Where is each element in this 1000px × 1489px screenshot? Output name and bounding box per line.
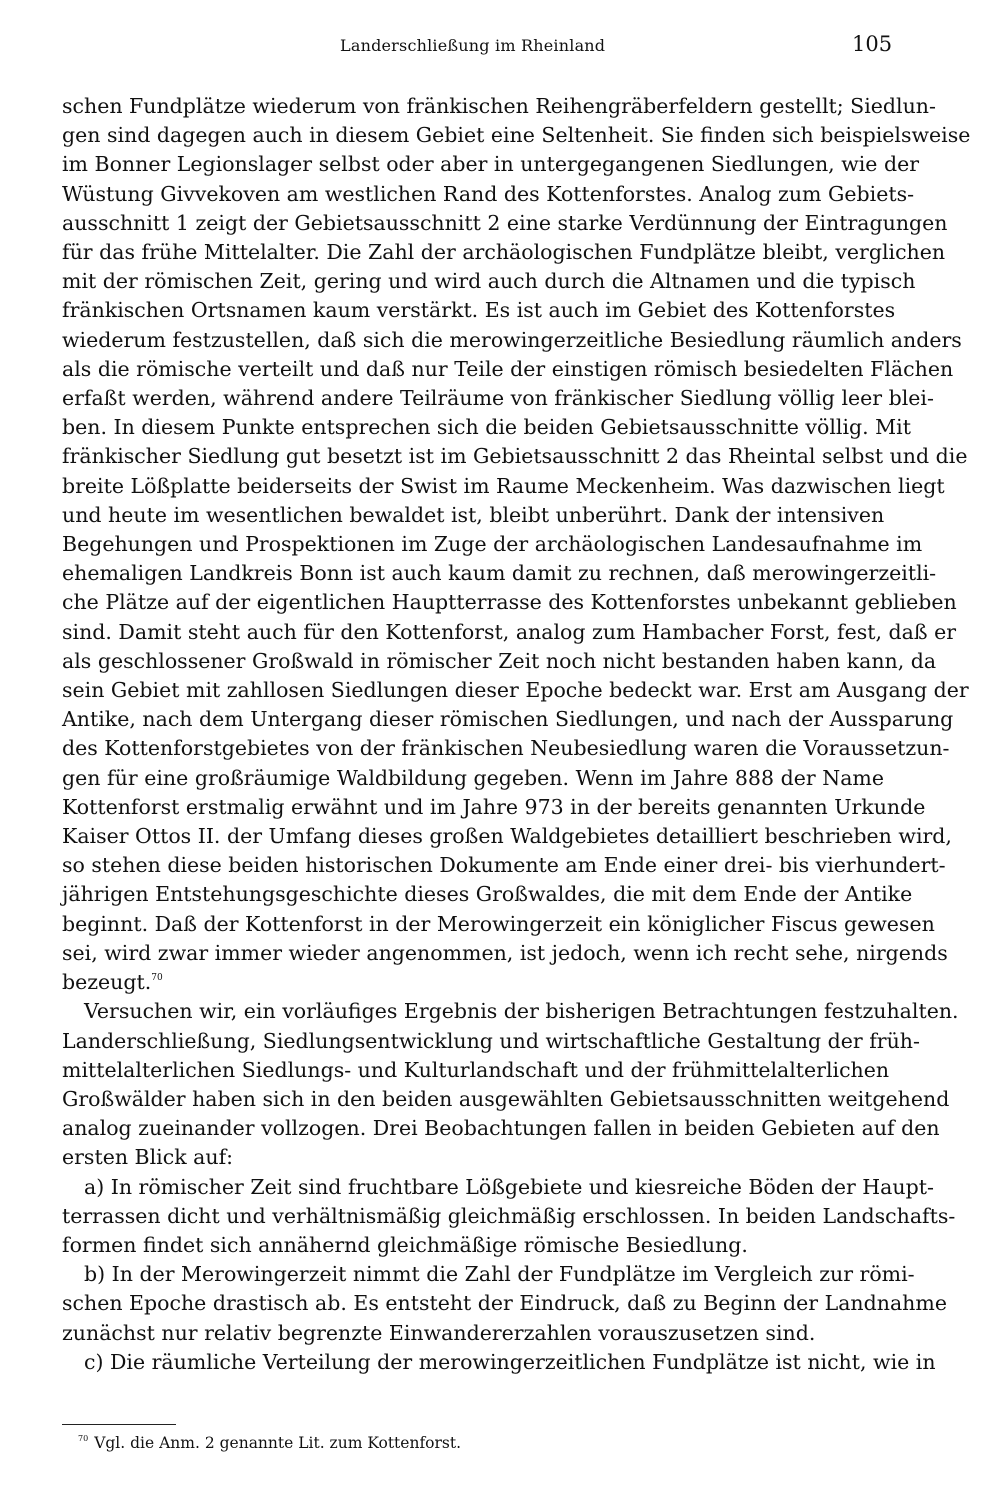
text-line-content: ben. In diesem Punkte entsprechen sich die beiden Gebietsausschnitte völlig. Mit: [62, 415, 911, 440]
text-line: [62, 997, 959, 1026]
text-line-content: des Kottenforstgebietes von der fränkischen Neubesiedlung waren die Voraussetzun-: [62, 736, 950, 761]
text-line-content: beginnt. Daß der Kottenforst in der Merowingerzeit ein königlicher Fiscus gewesen: [62, 911, 935, 936]
text-line-content: zunächst nur relativ begrenzte Einwandererzahlen vorauszusetzen sind.: [62, 1320, 816, 1345]
text-line-content: ausschnitt 1 zeigt der Gebietsausschnitt 2 eine starke Verdünnung der Eintragungen: [62, 210, 948, 235]
text-line: [62, 384, 934, 413]
text-line: [62, 1143, 884, 1172]
running-title: Landerschließung im Rheinland: [340, 36, 606, 55]
text-line-content: Begehungen und Prospektionen im Zuge der archäologischen Landesaufnahme im: [62, 532, 923, 557]
text-line: [62, 734, 950, 763]
text-line-content: formen findet sich annähernd gleichmäßige römische Besiedlung.: [62, 1232, 748, 1257]
text-line-content: gen für eine großräumige Waldbildung gegeben. Wenn im Jahre 888 der Name: [62, 765, 884, 790]
text-line: [62, 209, 948, 238]
text-line-content: a) In römischer Zeit sind fruchtbare Lößgebiete und kiesreiche Böden der Haupt-: [84, 1174, 934, 1199]
text-line: [62, 559, 937, 588]
text-line-content: erfaßt werden, während andere Teilräume von fränkischer Siedlung völlig leer blei-: [62, 386, 934, 411]
text-line-content: sei, wird zwar immer wieder angenommen, ist jedoch, wenn ich recht sehe, nirgends: [62, 940, 948, 965]
text-line: [62, 92, 936, 121]
text-line-content: Wüstung Givvekoven am westlichen Rand des Kottenforstes. Analog zum Gebiets-: [62, 181, 915, 206]
text-line-content: sind. Damit steht auch für den Kottenforst, analog zum Hambacher Forst, fest, daß er: [62, 619, 957, 644]
text-line-content: b) In der Merowingerzeit nimmt die Zahl der Fundplätze im Vergleich zur römi-: [84, 1262, 915, 1287]
text-line: [62, 968, 884, 997]
footnote-reference[interactable]: 70: [151, 973, 163, 984]
text-line: [62, 793, 926, 822]
text-line: [62, 1085, 950, 1114]
body-text: [62, 92, 971, 1377]
text-line-content: ehemaligen Landkreis Bonn ist auch kaum damit zu rechnen, daß merowingerzeitli-: [62, 561, 937, 586]
text-line: [62, 442, 968, 471]
text-line-content: Landerschließung, Siedlungsentwicklung und wirtschaftliche Gestaltung der früh-: [62, 1028, 920, 1053]
text-line-content: für das frühe Mittelalter. Die Zahl der archäologischen Fundplätze bleibt, verglichen: [62, 240, 946, 265]
text-line-content: breite Lößplatte beiderseits der Swist im Raume Meckenheim. Was dazwischen liegt: [62, 473, 945, 498]
text-line: [62, 588, 957, 617]
text-line: [62, 705, 954, 734]
text-line: [62, 530, 923, 559]
text-line-content: ersten Blick auf:: [62, 1145, 234, 1170]
text-line: [62, 501, 884, 530]
text-line: [62, 1027, 920, 1056]
text-line: [62, 121, 971, 150]
text-line: [62, 1173, 934, 1202]
text-line-content: Versuchen wir, ein vorläufiges Ergebnis der bisherigen Betrachtungen festzuhalten.: [84, 999, 959, 1024]
text-line-content: bezeugt.: [62, 970, 152, 995]
footnote-number: 70: [78, 1434, 89, 1443]
text-line: [62, 296, 896, 325]
text-line-content: analog zueinander vollzogen. Drei Beobachtungen fallen in beiden Gebieten auf den: [62, 1116, 940, 1141]
text-line-content: fränkischer Siedlung gut besetzt ist im Gebietsausschnitt 2 das Rheintal selbst und die: [62, 444, 968, 469]
text-line-content: und heute im wesentlichen bewaldet ist, bleibt unberührt. Dank der intensiven: [62, 502, 885, 527]
text-line-content: gen sind dagegen auch in diesem Gebiet eine Seltenheit. Sie finden sich beispielsweise: [62, 123, 971, 148]
text-line-content: Antike, nach dem Untergang dieser römischen Siedlungen, und nach der Aussparung: [62, 707, 954, 732]
text-line: [62, 326, 962, 355]
footnote: [78, 1434, 461, 1452]
text-line: [62, 822, 952, 851]
text-line-content: schen Epoche drastisch ab. Es entsteht der Eindruck, daß zu Beginn der Landnahme: [62, 1291, 947, 1316]
text-line-content: Kottenforst erstmalig erwähnt und im Jahre 973 in der bereits genannten Urkunde: [62, 794, 926, 819]
text-line: [62, 764, 884, 793]
text-line-content: schen Fundplätze wiederum von fränkischen Reihengräberfeldern gestellt; Siedlun-: [62, 94, 936, 118]
text-line-content: als die römische verteilt und daß nur Teile der einstigen römisch besiedelten Flächen: [62, 356, 954, 381]
text-line: [62, 1202, 956, 1231]
text-line-content: Kaiser Ottos II. der Umfang dieses großen Waldgebietes detailliert beschrieben wird,: [62, 824, 952, 849]
text-line: [62, 472, 945, 501]
text-line: [62, 939, 948, 968]
text-line-content: als geschlossener Großwald in römischer Zeit noch nicht bestanden haben kann, da: [62, 648, 937, 673]
text-line-content: jährigen Entstehungsgeschichte dieses Großwaldes, die mit dem Ende der Antike: [62, 882, 913, 907]
text-line: [62, 647, 937, 676]
page-number: 105: [852, 32, 893, 56]
text-line-content: fränkischen Ortsnamen kaum verstärkt. Es ist auch im Gebiet des Kottenforstes: [62, 298, 896, 323]
text-line: [62, 676, 969, 705]
text-line-content: Großwälder haben sich in den beiden ausgewählten Gebietsausschnitten weitgehend: [62, 1086, 950, 1111]
text-line: [62, 1056, 890, 1085]
footnote-text: Vgl. die Anm. 2 genannte Lit. zum Kottenforst.: [94, 1434, 462, 1452]
text-line: [62, 851, 946, 880]
text-line: [62, 880, 913, 909]
text-line: [62, 1260, 915, 1289]
text-line: [62, 1289, 947, 1318]
text-line-content: so stehen diese beiden historischen Dokumente am Ende einer drei- bis vierhundert-: [62, 853, 946, 878]
text-line: [62, 150, 919, 179]
text-line: [62, 618, 957, 647]
text-line-content: im Bonner Legionslager selbst oder aber in untergegangenen Siedlungen, wie der: [62, 152, 919, 177]
text-line: [62, 1319, 884, 1348]
text-line: [62, 180, 915, 209]
text-line: [62, 238, 946, 267]
text-line: [62, 910, 935, 939]
text-line-content: mittelalterlichen Siedlungs- und Kulturlandschaft und der frühmittelalterlichen: [62, 1057, 890, 1082]
text-line: [62, 355, 954, 384]
text-line: [62, 1348, 936, 1377]
text-line: [62, 1231, 884, 1260]
text-line: [62, 1114, 940, 1143]
text-line-content: terrassen dicht und verhältnismäßig gleichmäßig erschlossen. In beiden Landschafts-: [62, 1203, 956, 1228]
text-line: [62, 267, 916, 296]
footnote-rule: [62, 1424, 176, 1425]
text-line-content: wiederum festzustellen, daß sich die merowingerzeitliche Besiedlung räumlich anders: [62, 327, 962, 352]
text-line-content: c) Die räumliche Verteilung der merowingerzeitlichen Fundplätze ist nicht, wie in: [84, 1349, 936, 1374]
text-line-content: che Plätze auf der eigentlichen Hauptterrasse des Kottenforstes unbekannt geblieben: [62, 590, 957, 615]
text-line-content: sein Gebiet mit zahllosen Siedlungen dieser Epoche bedeckt war. Erst am Ausgang der: [62, 678, 969, 703]
text-line-content: mit der römischen Zeit, gering und wird auch durch die Altnamen und die typisch: [62, 269, 916, 294]
text-line: [62, 413, 911, 442]
